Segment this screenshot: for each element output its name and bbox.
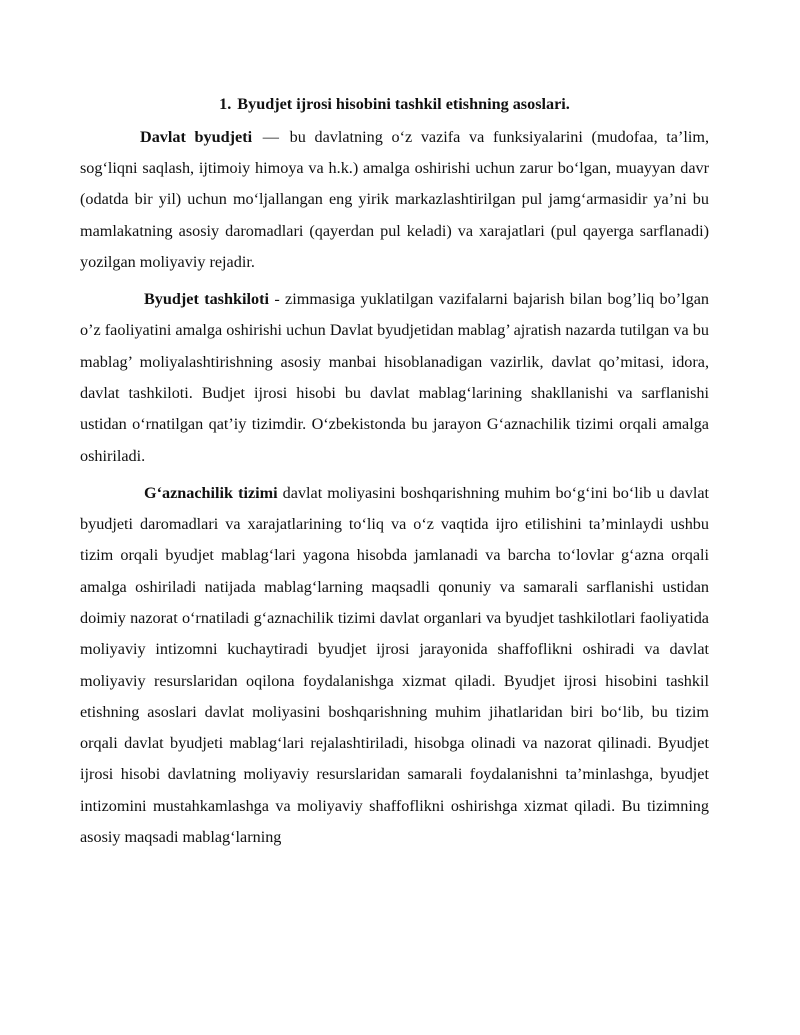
paragraph-gaznachilik-tizimi [80, 478, 709, 854]
paragraph-text: bu davlatning o‘z vazifa va funksiyalarini (mudofaa, ta’lim, sog‘liqni saqlash, ijtimoiy himoya va h.k.) amalga oshirishi uchun zarur bo‘lgan, muayyan davr (odatda bir yil) uchun mo‘ljallangan eng yirik markazlashtirilgan pul jamg‘armasidir ya’ni bu mamlakatning asosiy daromadlari (qayerdan pul keladi) va xarajatlari (pul qayerga sarflanadi) yozilgan moliyaviy rejadir. [80, 128, 709, 271]
term-separator: - [274, 290, 280, 309]
section-title: Byudjet ijrosi hisobini tashkil etishning asoslari. [237, 95, 570, 113]
paragraph-text: zimmasiga yuklatilgan vazifalarni bajarish bilan bog’liq bo’lgan o’z faoliyatini amalga oshirishi uchun Davlat byudjetidan mablag’ ajratish nazarda tutilgan va bu mablag’ moliyalashtirishning asosiy manbai hisoblanadigan vazirlik, davlat qo’mitasi, idora, davlat tashkiloti. Budjet ijrosi hisobi bu davlat mablag‘larining shakllanishi va sarflanishi ustidan o‘rnatilgan qat’iy tizimdir. O‘zbekistonda bu jarayon G‘aznachilik tizimi orqali amalga oshiriladi. [80, 290, 710, 465]
paragraph-byudjet-tashkiloti [80, 284, 709, 472]
term-davlat-byudjeti: Davlat byudjeti [140, 128, 253, 146]
section-number: 1. [219, 95, 232, 113]
section-heading [80, 86, 709, 122]
term-gaznachilik-tizimi: G‘aznachilik tizimi [144, 483, 278, 502]
document-page [80, 86, 709, 853]
term-byudjet-tashkiloti: Byudjet tashkiloti [144, 290, 269, 309]
term-separator: — [262, 128, 279, 146]
paragraph-davlat-byudjeti [80, 122, 709, 278]
paragraph-text: davlat moliyasini boshqarishning muhim bo‘g‘ini bo‘lib u davlat byudjeti daromadlari va xarajatlarining to‘liq va o‘z vaqtida ijro etilishini ta’minlaydi ushbu tizim orqali byudjet mablag‘lari yagona hisobda jamlanadi va barcha to‘lovlar g‘azna orqali amalga oshiriladi natijada mablag‘larning maqsadli qonuniy va samarali sarflanishi ustidan doimiy nazorat o‘rnatiladi g‘aznachilik tizimi davlat organlari va byudjet tashkilotlari faoliyatida moliyaviy intizomni kuchaytiradi byudjet ijrosi jarayonida shaffoflikni oshiradi va davlat moliyaviy resurslaridan oqilona foydalanishga xizmat qiladi. Byudjet ijrosi hisobini tashkil etishning asoslari davlat moliyasini boshqarishning muhim jihatlaridan biri bo‘lib, bu tizim orqali davlat byudjeti mablag‘lari rejalashtiriladi, hisobga olinadi va nazorat qilinadi. Byudjet ijrosi hisobi davlatning moliyaviy resurslaridan samarali foydalanishni ta’minlashga, byudjet intizomini mustahkamlashga va moliyaviy shaffoflikni oshirishga xizmat qiladi. Bu tizimning asosiy maqsadi mablag‘larning [80, 483, 709, 847]
